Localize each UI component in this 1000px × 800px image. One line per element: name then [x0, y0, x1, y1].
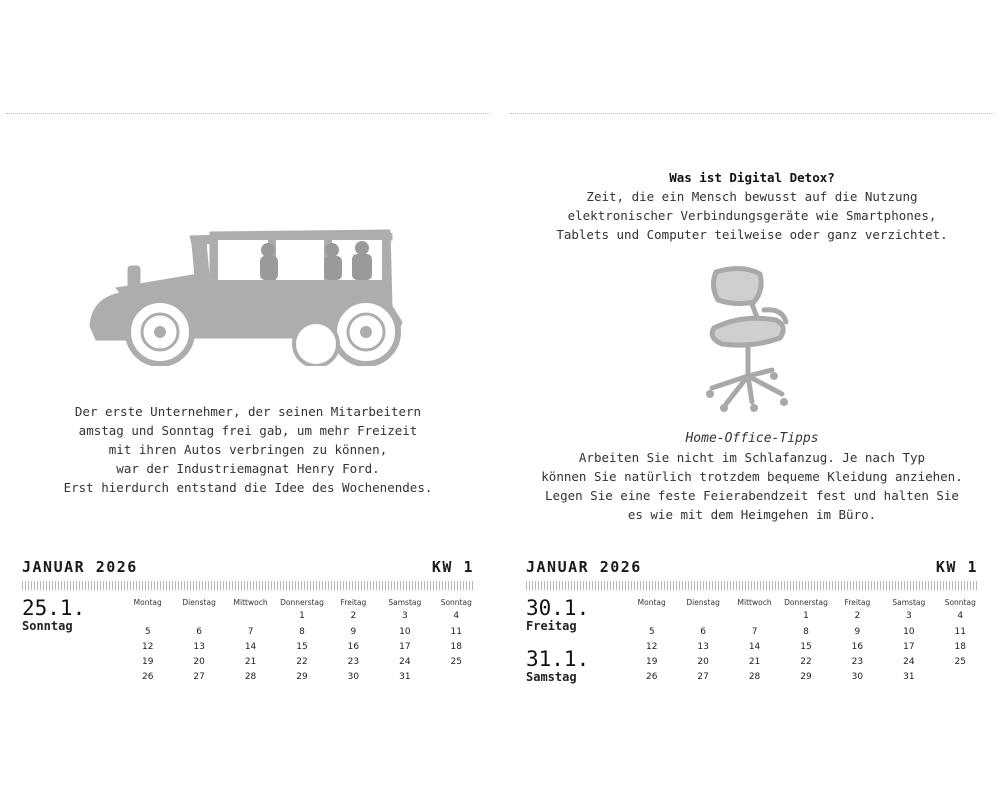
- calendar-header: [526, 558, 978, 578]
- day-cell: 18: [954, 641, 966, 652]
- day-cell: 25: [954, 656, 966, 667]
- day-cell: 23: [347, 656, 360, 667]
- day-entry: [526, 597, 589, 633]
- day-cell: 10: [903, 626, 915, 637]
- day-cell: 27: [697, 671, 709, 682]
- text-line: Zeit, die ein Mensch bewusst auf die Nutzung: [586, 189, 918, 204]
- day-cell: 22: [296, 656, 308, 667]
- day-name: Freitag: [526, 619, 577, 633]
- weekday-header: Sonntag: [944, 597, 976, 607]
- day-cell: 5: [648, 626, 655, 637]
- weekday-header: Montag: [637, 597, 666, 607]
- day-cell: [935, 669, 986, 684]
- day-cell: 4: [957, 611, 964, 621]
- weekday-header: Samstag: [388, 597, 422, 607]
- day-cell: 21: [244, 656, 257, 667]
- week-row: [626, 669, 986, 684]
- day-cell: 27: [193, 671, 205, 682]
- mini-calendar: [122, 596, 482, 684]
- day-cell: 31: [903, 671, 915, 682]
- tips-heading: Home-Office-Tipps: [685, 431, 819, 446]
- weekday-header: Donnerstag: [784, 597, 828, 607]
- text-line: Legen Sie eine feste Feierabendzeit fest und halten Sie: [545, 488, 959, 503]
- day-cell: 1: [299, 611, 305, 621]
- day-cell: [431, 669, 482, 684]
- weekday-header: Freitag: [340, 597, 367, 607]
- day-cell: 18: [450, 641, 462, 652]
- day-cell: 26: [141, 671, 154, 682]
- day-cell: 12: [141, 641, 154, 652]
- month-label: JANUAR 2026: [526, 558, 642, 576]
- day-cell: 13: [193, 641, 205, 652]
- day-cell: 28: [748, 671, 761, 682]
- week-row: [626, 608, 986, 624]
- tick-ruler: [22, 581, 474, 590]
- day-cell: 21: [748, 656, 761, 667]
- text-line: elektronischer Verbindungsgeräte wie Smartphones,: [567, 208, 937, 223]
- page-divider-line: [510, 113, 994, 114]
- weekday-header: Dienstag: [686, 597, 720, 607]
- week-row: [626, 624, 986, 639]
- text-line: war der Industriemagnat Henry Ford.: [116, 461, 380, 476]
- day-cell: 15: [296, 641, 308, 652]
- day-cell: [225, 608, 276, 624]
- day-cell: 14: [748, 641, 761, 652]
- weekday-header: Samstag: [892, 597, 926, 607]
- day-cell: 16: [347, 641, 360, 652]
- tick-ruler: [526, 581, 978, 590]
- day-cell: 3: [401, 611, 408, 621]
- day-cell: 6: [700, 626, 706, 637]
- text-line: es wie mit dem Heimgehen im Büro.: [627, 507, 877, 522]
- day-cell: 20: [697, 656, 709, 667]
- day-cell: 3: [905, 611, 912, 621]
- day-cell: 12: [645, 641, 658, 652]
- text-line: mit ihren Autos verbringen zu können,: [108, 442, 388, 457]
- text-line: Der erste Unternehmer, der seinen Mitarbeitern: [74, 404, 422, 419]
- day-cell: 16: [851, 641, 864, 652]
- day-date: 25.1.: [22, 596, 86, 620]
- ford-text: [0, 402, 496, 497]
- day-cell: [729, 608, 780, 624]
- day-cell: 9: [854, 626, 861, 637]
- week-row: [122, 639, 482, 654]
- text-line: Arbeiten Sie nicht im Schlafanzug. Je nach Typ: [578, 450, 926, 465]
- day-cell: 10: [399, 626, 411, 637]
- home-office-tips: [504, 429, 1000, 524]
- week-label: KW 1: [935, 558, 978, 576]
- text-line: Tablets und Computer teilweise oder ganz verzichtet.: [556, 227, 948, 242]
- day-cell: 2: [854, 611, 861, 621]
- section-heading: Was ist Digital Detox?: [669, 170, 835, 185]
- day-date: 31.1.: [526, 647, 590, 671]
- day-cell: 6: [196, 626, 202, 637]
- page-divider-line: [6, 113, 490, 114]
- day-cell: 7: [247, 626, 254, 637]
- day-cell: 29: [800, 671, 812, 682]
- text-line: Erst hierdurch entstand die Idee des Wochenendes.: [63, 480, 433, 495]
- day-name: Samstag: [526, 670, 577, 684]
- day-cell: 25: [450, 656, 462, 667]
- weekday-header: Dienstag: [182, 597, 216, 607]
- day-cell: 31: [399, 671, 411, 682]
- week-label: KW 1: [431, 558, 474, 576]
- week-row: [626, 639, 986, 654]
- office-chair-illustration: [702, 264, 802, 412]
- text-line: amstag und Sonntag frei gab, um mehr Freizeit: [78, 423, 418, 438]
- weekday-header: Freitag: [844, 597, 871, 607]
- right-page: [504, 0, 1000, 800]
- day-cell: 11: [450, 626, 462, 637]
- day-cell: 19: [645, 656, 658, 667]
- weekday-header: Sonntag: [440, 597, 472, 607]
- day-cell: 15: [800, 641, 812, 652]
- day-cell: 5: [144, 626, 151, 637]
- weekday-header: Montag: [133, 597, 162, 607]
- day-cell: 30: [851, 671, 864, 682]
- day-cell: 7: [751, 626, 758, 637]
- vintage-car-illustration: [86, 226, 412, 366]
- day-cell: 8: [803, 626, 809, 637]
- week-row: [122, 608, 482, 624]
- day-cell: 8: [299, 626, 305, 637]
- day-cell: [173, 608, 224, 624]
- week-row: [626, 654, 986, 669]
- day-cell: 13: [697, 641, 709, 652]
- day-cell: [626, 608, 677, 624]
- month-label: JANUAR 2026: [22, 558, 138, 576]
- day-cell: 26: [645, 671, 658, 682]
- day-cell: 11: [954, 626, 966, 637]
- day-cell: 24: [903, 656, 915, 667]
- day-cell: 14: [244, 641, 257, 652]
- day-cell: [677, 608, 728, 624]
- week-row: [122, 669, 482, 684]
- calendar-header: [22, 558, 474, 578]
- week-row: [122, 654, 482, 669]
- digital-detox-text: [504, 168, 1000, 244]
- weekday-header: Mittwoch: [233, 597, 268, 607]
- left-page: [0, 0, 496, 800]
- mini-calendar: [626, 596, 986, 684]
- day-cell: 9: [350, 626, 357, 637]
- day-cell: 17: [903, 641, 915, 652]
- weekday-header: Donnerstag: [280, 597, 324, 607]
- day-cell: 4: [453, 611, 460, 621]
- day-cell: 28: [244, 671, 257, 682]
- day-cell: 2: [350, 611, 357, 621]
- day-cell: [122, 608, 173, 624]
- day-cell: 29: [296, 671, 308, 682]
- day-entry: [22, 597, 85, 633]
- day-cell: 17: [399, 641, 411, 652]
- week-row: [122, 624, 482, 639]
- day-cell: 1: [803, 611, 809, 621]
- day-cell: 24: [399, 656, 411, 667]
- text-line: können Sie natürlich trotzdem bequeme Kleidung anziehen.: [541, 469, 963, 484]
- weekday-header: Mittwoch: [737, 597, 772, 607]
- day-cell: 20: [193, 656, 205, 667]
- day-cell: 19: [141, 656, 154, 667]
- day-date: 30.1.: [526, 596, 590, 620]
- day-cell: 23: [851, 656, 864, 667]
- day-cell: 30: [347, 671, 360, 682]
- day-entry: [526, 648, 589, 684]
- day-cell: 22: [800, 656, 812, 667]
- day-name: Sonntag: [22, 619, 73, 633]
